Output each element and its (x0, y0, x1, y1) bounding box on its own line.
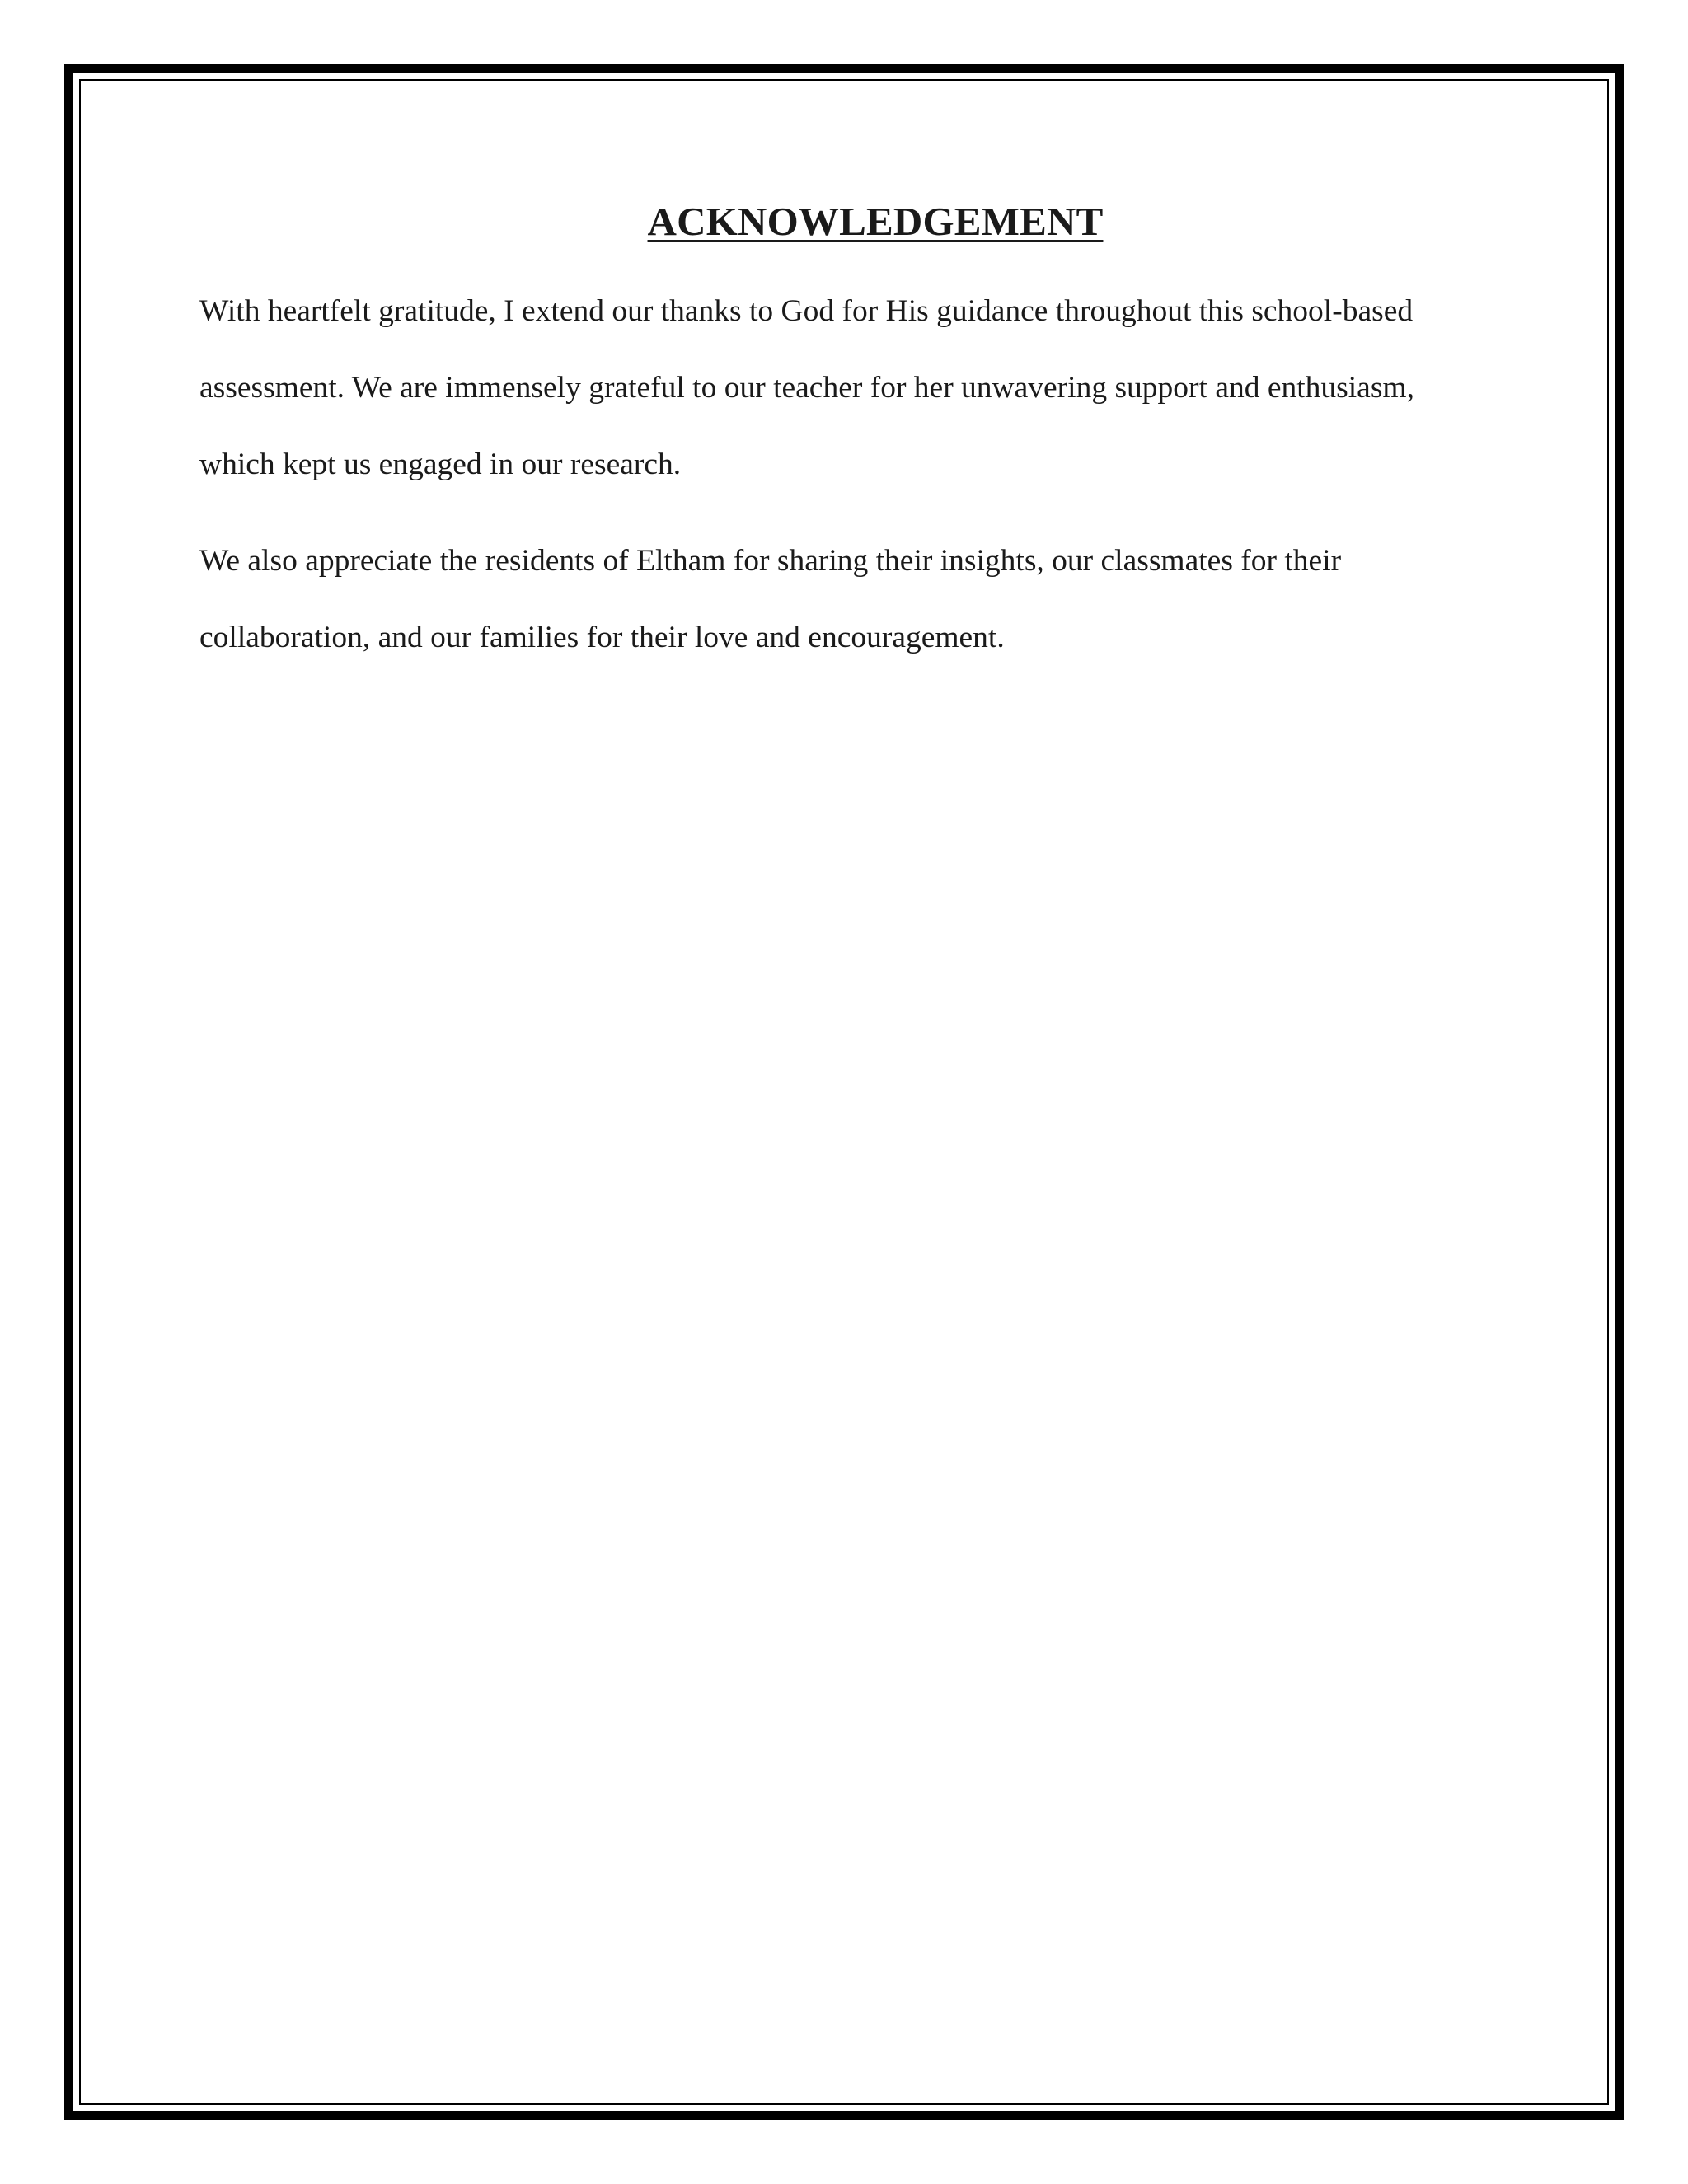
paragraph-1: With heartfelt gratitude, I extend our thanks to God for His guidance throughout this school-based assessment. We are immensely grateful to our teacher for her unwavering support and enthusiasm, which kept us engaged in our research. (199, 294, 1414, 481)
page-title: ACKNOWLEDGEMENT (647, 199, 1104, 244)
paragraph-2: We also appreciate the residents of Eltham for sharing their insights, our classmates for their collaboration, and our families for their love and encouragement. (199, 544, 1342, 654)
document-body (199, 198, 1436, 696)
